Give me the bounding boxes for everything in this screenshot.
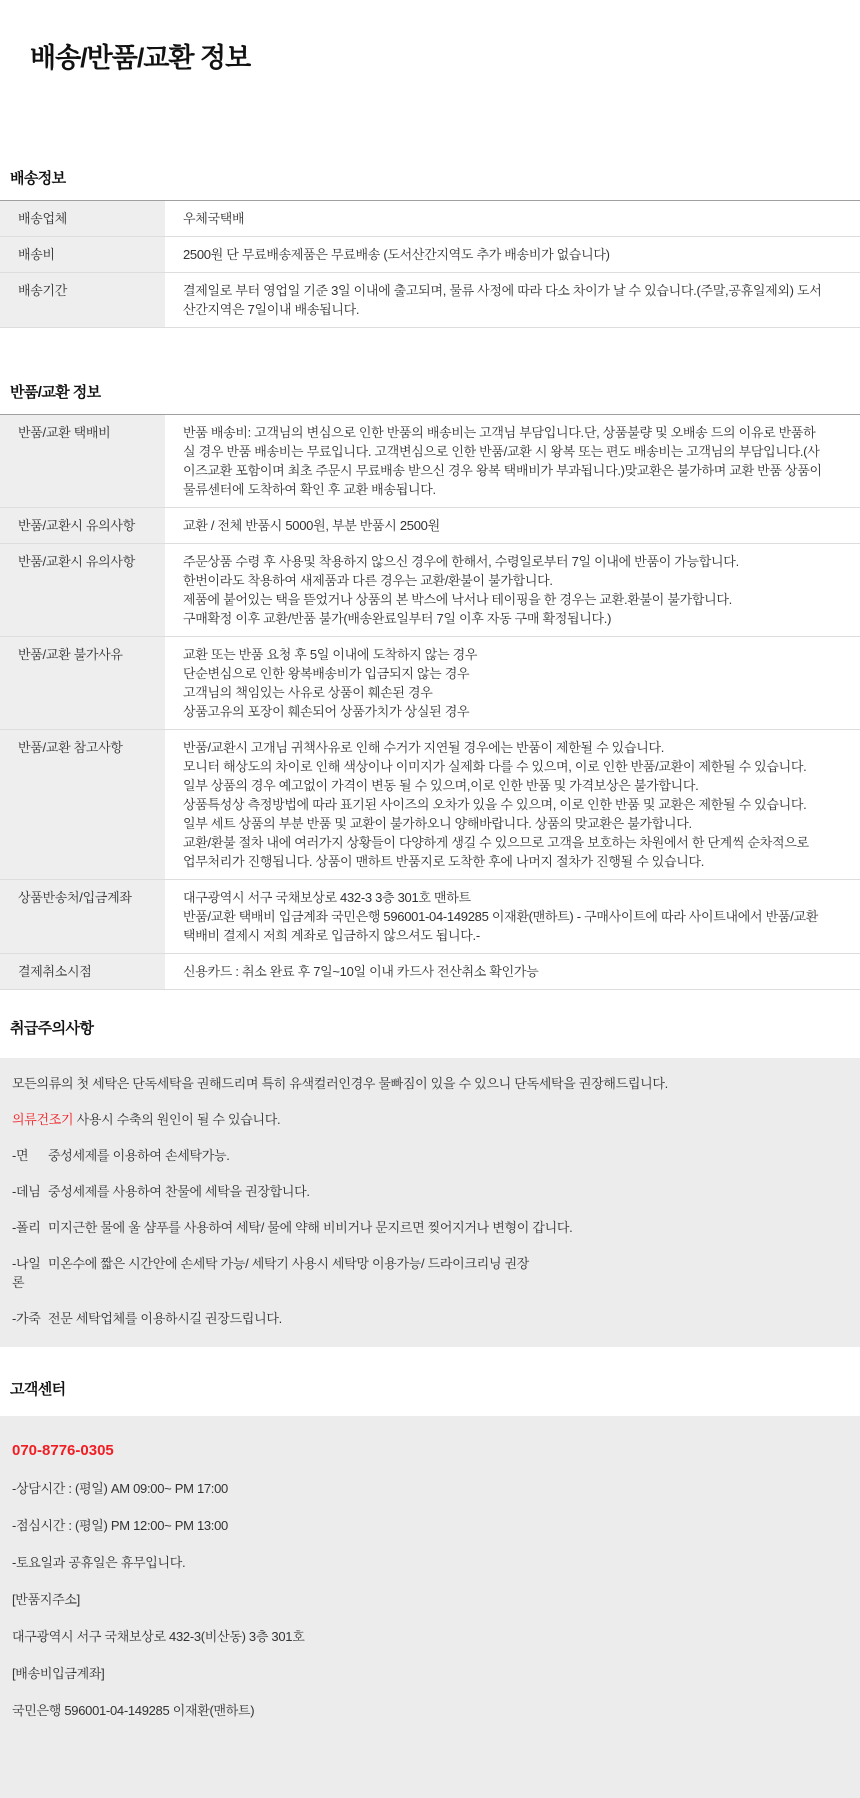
material-term: -데님 [12,1184,41,1199]
row-label: 결제취소시점 [0,954,165,989]
material-item [12,1146,840,1165]
row-value-line: 신용카드 : 취소 완료 후 7일~10일 이내 카드사 전산취소 확인가능 [183,964,539,979]
row-value-line: 일부 세트 상품의 부분 반품 및 교환이 불가하오니 양해바랍니다. 상품의 맞교환은 불가합니다. [183,816,692,831]
material-desc: 중성세제를 사용하여 찬물에 세탁을 권장합니다. [48,1184,310,1199]
material-desc: 중성세제를 이용하여 손세탁가능. [48,1148,230,1163]
table-row [0,954,860,990]
row-value [165,237,833,272]
table-row [0,544,860,637]
table-row [0,201,860,237]
row-label: 반품/교환 참고사항 [0,730,165,879]
row-label: 배송비 [0,237,165,272]
row-label: 배송기간 [0,273,165,327]
table-row [0,415,860,508]
care-instructions-box [0,1058,860,1347]
customer-info-line: -점심시간 : (평일) PM 12:00~ PM 13:00 [12,1518,228,1533]
table-row [0,880,860,954]
row-value [165,201,833,236]
row-value-line: 반품 배송비: 고객님의 변심으로 인한 반품의 배송비는 고객님 부담입니다.단, 상품불량 및 오배송 드의 이유로 반품하실 경우 반품 배송비는 무료입니다. 고객변심으로 인한 반품/교환 시 왕복 또는 편도 배송비는 고객님의 부담입니다.(사이즈교환 포함이며 최초 주문시 무료배송 받으신 경우 왕복 택배비가 부과됩니다.)맞교환은 불가하며 교환 반품 상품이 물류센터에 도착하여 확인 후 교환 배송됩니다. [183,425,822,497]
row-value-line: 고객님의 책임있는 사유로 상품이 훼손된 경우 [183,685,433,700]
shipping-info-table [0,200,860,328]
row-value-line: 모니터 해상도의 차이로 인해 색상이나 이미지가 실제화 다를 수 있으며, 이로 인한 반품/교환이 제한될 수 있습니다. [183,759,807,774]
row-label: 상품반송처/입금계좌 [0,880,165,953]
row-value-line: 교환/환불 절차 내에 여러가지 상황들이 다양하게 생길 수 있으므로 고객을 보호하는 차원에서 한 단계씩 순차적으로 업무처리가 진행됩니다. 상품이 맨하트 반품지로 도착한 후에 나머지 절차가 진행될 수 있습니다. [183,835,809,869]
row-value-line: 단순변심으로 인한 왕복배송비가 입금되지 않는 경우 [183,666,470,681]
row-value-line: 반품/교환 택배비 입금계좌 국민은행 596001-04-149285 이재환(맨하트) - 구매사이트에 따라 사이트내에서 반품/교환 택배비 결제시 저희 계좌로 입금하지 않으셔도 됩니다.- [183,909,818,943]
row-value-line: 반품/교환시 고개님 귀책사유로 인해 수거가 지연될 경우에는 반품이 제한될 수 있습니다. [183,740,665,755]
row-value [165,637,833,729]
customer-info-line: -상담시간 : (평일) AM 09:00~ PM 17:00 [12,1481,228,1496]
customer-phone-number: 070-8776-0305 [12,1442,114,1459]
row-label: 반품/교환시 유의사항 [0,508,165,543]
row-value [165,730,833,879]
section-title-return: 반품/교환 정보 [10,384,101,401]
table-row [0,273,860,328]
dryer-warning-highlight: 의류건조기 [12,1112,74,1127]
customer-info-line: [배송비입금계좌] [12,1666,105,1681]
row-label: 반품/교환시 유의사항 [0,544,165,636]
row-value [165,544,833,636]
customer-info-lines [12,1479,840,1720]
material-desc: 미온수에 짧은 시간안에 손세탁 가능/ 세탁기 사용시 세탁망 이용가능/ 드라이크리닝 권장 [48,1256,530,1271]
row-label: 배송업체 [0,201,165,236]
care-intro-text: 모든의류의 첫 세탁은 단독세탁을 권해드리며 특히 유색컬러인경우 물빠짐이 있을 수 있으니 단독세탁을 권장해드립니다. [12,1076,668,1091]
material-term: -나일론 [12,1256,41,1290]
row-value-line: 구매확정 이후 교환/반품 불가(배송완료일부터 7일 이후 자동 구매 확정됩니다.) [183,611,612,626]
material-term: -폴리 [12,1220,41,1235]
material-item [12,1182,840,1201]
row-value-line: 2500원 단 무료배송제품은 무료배송 (도서산간지역도 추가 배송비가 없습니다) [183,247,610,262]
row-label: 반품/교환 불가사유 [0,637,165,729]
row-value [165,880,833,953]
customer-info-line: [반품지주소] [12,1592,80,1607]
table-row [0,237,860,273]
row-label: 반품/교환 택배비 [0,415,165,507]
customer-center-box [0,1416,860,1798]
row-value-line: 교환 또는 반품 요청 후 5일 이내에 도착하지 않는 경우 [183,647,478,662]
row-value-line: 교환 / 전체 반품시 5000원, 부분 반품시 2500원 [183,518,440,533]
row-value-line: 한번이라도 착용하여 새제품과 다른 경우는 교환/환불이 불가합니다. [183,573,553,588]
row-value-line: 주문상품 수령 후 사용및 착용하지 않으신 경우에 한해서, 수령일로부터 7일 이내에 반품이 가능합니다. [183,554,739,569]
row-value-line: 대구광역시 서구 국채보상로 432-3 3층 301호 맨하트 [183,890,471,905]
section-title-shipping: 배송정보 [10,170,66,187]
section-title-customer-center: 고객센터 [10,1381,66,1398]
table-row [0,637,860,730]
section-title-care: 취급주의사항 [10,1020,94,1037]
row-value-line: 상품고유의 포장이 훼손되어 상품가치가 상실된 경우 [183,704,470,719]
material-term: -가죽 [12,1311,41,1326]
row-value-line: 우체국택배 [183,211,245,226]
material-item [12,1254,840,1292]
row-value [165,954,833,989]
material-item [12,1218,840,1237]
table-row [0,508,860,544]
dryer-warning-text [12,1110,840,1129]
row-value [165,508,833,543]
material-item [12,1309,840,1328]
material-desc: 전문 세탁업체를 이용하시길 권장드립니다. [48,1311,282,1326]
return-info-table [0,414,860,990]
customer-info-line: 대구광역시 서구 국채보상로 432-3(비산동) 3층 301호 [12,1629,305,1644]
customer-info-line: 국민은행 596001-04-149285 이재환(맨하트) [12,1703,255,1718]
material-term: -면 [12,1148,29,1163]
row-value-line: 일부 상품의 경우 예고없이 가격이 변동 될 수 있으며,이로 인한 반품 및 가격보상은 불가합니다. [183,778,699,793]
materials-list [12,1146,840,1328]
row-value-line: 상품특성상 측정방법에 따라 표기된 사이즈의 오차가 있을 수 있으며, 이로 인한 반품 및 교환은 제한될 수 있습니다. [183,797,807,812]
row-value-line: 제품에 붙어있는 택을 뜯었거나 상품의 본 박스에 낙서나 테이핑을 한 경우는 교환.환불이 불가합니다. [183,592,732,607]
row-value-line: 결제일로 부터 영업일 기준 3일 이내에 출고되며, 물류 사정에 따라 다소 차이가 날 수 있습니다.(주말,공휴일제외) 도서산간지역은 7일이내 배송됩니다. [183,283,822,317]
row-value [165,273,833,327]
table-row [0,730,860,880]
row-value [165,415,833,507]
material-desc: 미지근한 물에 울 샴푸를 사용하여 세탁/ 물에 약해 비비거나 문지르면 찢어지거나 변형이 갑니다. [48,1220,573,1235]
customer-info-line: -토요일과 공휴일은 휴무입니다. [12,1555,186,1570]
dryer-warning-rest: 사용시 수축의 원인이 될 수 있습니다. [73,1112,281,1127]
page-title: 배송/반품/교환 정보 [30,43,251,73]
